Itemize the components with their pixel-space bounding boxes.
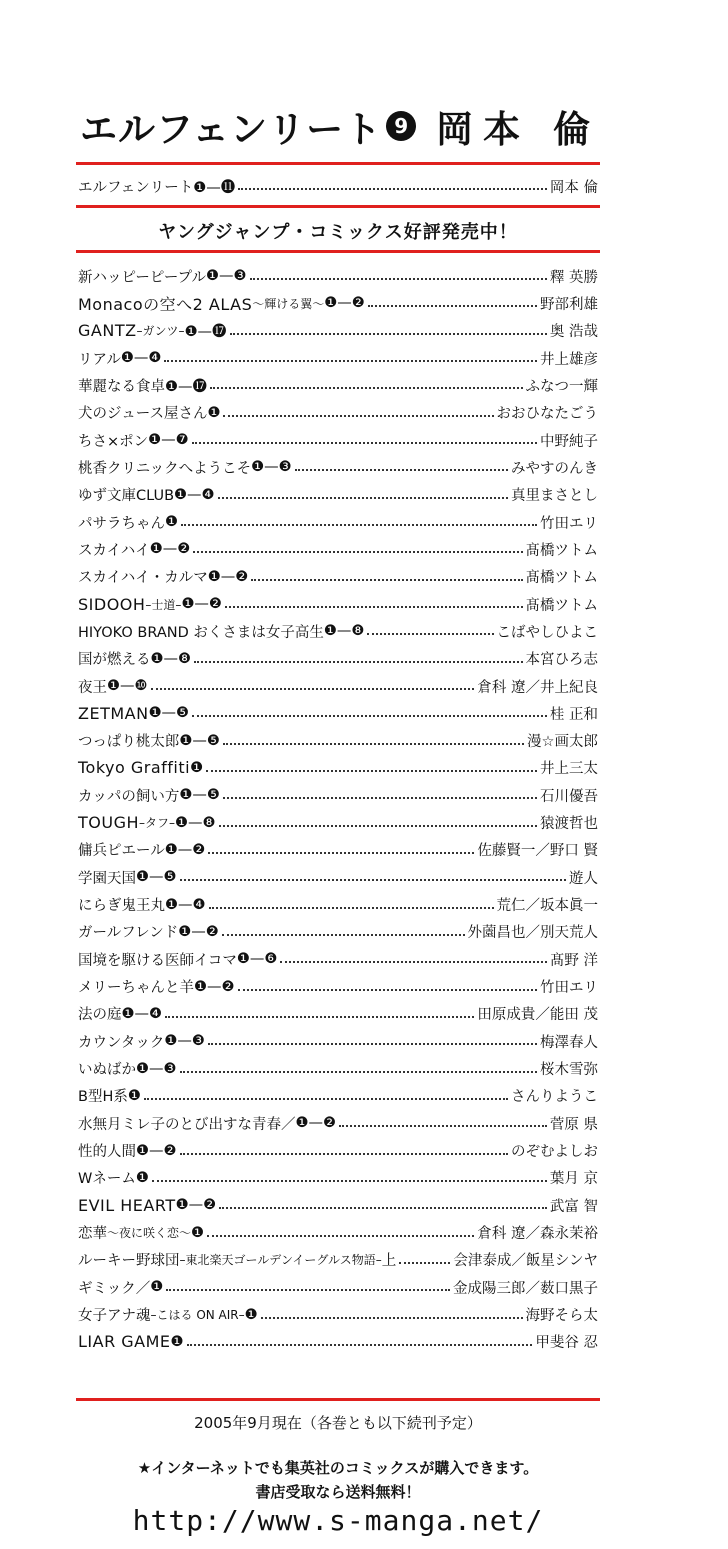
dot-leader	[210, 387, 523, 389]
list-item-title: 学園天国	[78, 870, 136, 887]
list-item-author: 石川優吾	[540, 788, 598, 805]
dot-leader	[222, 934, 465, 936]
list-item-volumes: ❶—❷	[295, 1115, 336, 1132]
series-range: ❶—⓫	[193, 179, 236, 196]
list-item-title: 国が燃える	[78, 652, 151, 669]
list-item-author: 荒仁／坂本眞一	[496, 898, 598, 915]
list-item-volumes: ❶—❽	[150, 650, 191, 667]
dot-leader	[251, 579, 522, 581]
list-item-author: 桂 正和	[549, 706, 598, 723]
list-item	[78, 1057, 598, 1081]
list-item	[78, 483, 598, 507]
list-item	[78, 701, 598, 725]
list-item	[78, 1084, 598, 1108]
list-item-volumes: ❶	[170, 1333, 184, 1350]
list-item	[78, 1330, 598, 1354]
list-item-volumes: ❶—❷	[324, 295, 365, 312]
list-item-volumes: ❶—❹	[165, 896, 206, 913]
list-item-author: 奥 浩哉	[549, 324, 598, 341]
list-item-volumes: ❶—❺	[148, 705, 190, 722]
list-item-author: 甲斐谷 忍	[535, 1335, 598, 1352]
dot-leader	[238, 188, 547, 190]
list-item	[78, 373, 598, 397]
list-item-title: 法の庭	[78, 1007, 122, 1024]
list-item	[78, 319, 598, 343]
dot-leader	[218, 497, 508, 499]
series-title: エルフェンリート	[78, 179, 194, 196]
list-item	[78, 1193, 598, 1217]
list-item-volumes: ❶—❸	[136, 1060, 177, 1077]
list-item-volumes: ❶—❻	[236, 951, 278, 968]
list-item	[78, 975, 598, 999]
list-item-subtitle: –こはる ON AIR–	[150, 1308, 245, 1322]
list-item	[78, 756, 598, 780]
list-item-author: 梅澤春人	[540, 1034, 598, 1051]
list-item-volumes: ❶	[165, 514, 178, 530]
list-item-author: 井上雄彦	[540, 351, 598, 368]
list-item-volumes: ❶—❸	[251, 459, 292, 476]
publisher-banner: ヤングジャンプ・コミックス好評発売中！	[158, 222, 518, 243]
dot-leader	[180, 1153, 509, 1155]
header	[80, 100, 600, 152]
list-item	[78, 1029, 598, 1053]
list-item-author: 桜木雪弥	[540, 1062, 598, 1079]
list-item-title: リアル	[78, 351, 121, 368]
list-item-title: 傭兵ピエール	[78, 843, 165, 860]
list-item-author: 葉月 京	[549, 1171, 598, 1188]
book-author: 岡本 倫	[436, 108, 600, 151]
list-item-title: いぬばか	[78, 1062, 136, 1079]
list-item-volumes: ❶—❹	[120, 350, 162, 366]
list-item-author: のぞむよしお	[511, 1144, 598, 1161]
list-item	[78, 811, 598, 835]
list-item-volumes: ❶—❷	[207, 568, 249, 585]
list-item-volumes: ❶	[135, 1169, 149, 1186]
dot-leader	[339, 1125, 547, 1127]
dot-leader	[193, 551, 522, 553]
dot-leader	[223, 743, 524, 745]
list-item-title: パサラちゃん	[78, 515, 165, 532]
list-item-author: 竹田エリ	[540, 515, 598, 532]
list-item-volumes: ❶—⓱	[165, 378, 207, 395]
list-item-title: Monacoの空へ2 ALAS	[78, 294, 253, 314]
series-rule	[76, 205, 600, 208]
list-item	[78, 865, 598, 889]
list-item-title: EVIL HEART	[78, 1195, 176, 1215]
list-item-title: GANTZ	[78, 321, 137, 341]
dot-leader	[152, 1180, 547, 1182]
list-item	[78, 1166, 598, 1190]
dot-leader	[368, 305, 537, 307]
list-item-author: 菅原 県	[549, 1116, 598, 1133]
list-item-volumes: ❶—⓱	[184, 324, 227, 341]
title-wrap	[80, 99, 416, 153]
list-item	[78, 783, 598, 807]
list-item-title: 女子アナ魂	[78, 1308, 151, 1324]
list-item	[78, 619, 598, 643]
list-item-title: TOUGH	[78, 813, 140, 833]
list-item-volumes: ❶—❷	[175, 1197, 217, 1214]
list-item	[78, 729, 598, 753]
list-item-author: ふなつ一輝	[525, 378, 598, 395]
list-item	[78, 920, 598, 944]
list-item-author: 遊人	[569, 870, 598, 887]
list-item-volumes: ❶—❸	[206, 268, 247, 284]
top-rule	[76, 162, 600, 165]
list-item-title: ギミック／	[78, 1280, 151, 1297]
list-item-title: Tokyo Graffiti	[78, 758, 191, 778]
date-note: 2005年9月現在（各巻とも以下続刊予定）	[194, 1414, 482, 1432]
volume-badge: 9	[386, 111, 416, 141]
list-item-volumes: ❶	[191, 1224, 205, 1241]
list-item-author: 倉科 遼／森永茉裕	[477, 1226, 598, 1242]
list-item	[78, 455, 598, 479]
list-item-volumes: ❶	[150, 1279, 164, 1296]
dot-leader	[207, 1235, 474, 1237]
dot-leader	[261, 1317, 523, 1319]
list-item-author: 髙橋ツトム	[525, 597, 598, 614]
list-item-volumes: ❶—❺	[179, 787, 220, 804]
list-item	[78, 264, 598, 288]
dot-leader	[180, 879, 567, 881]
dot-leader	[192, 715, 547, 717]
list-item	[78, 1111, 598, 1135]
list-item-volumes: ❶—❷	[181, 596, 222, 612]
list-item-volumes: ❶—❸	[164, 1033, 205, 1050]
list-item-author: 猿渡哲也	[540, 816, 598, 833]
dot-leader	[223, 415, 493, 417]
dot-leader	[223, 797, 537, 799]
list-item-title: Wネーム	[78, 1171, 136, 1188]
list-item-volumes: ❶—❽	[175, 814, 216, 831]
list-item	[78, 838, 598, 862]
list-item-author: 髙野 洋	[549, 952, 598, 969]
list-item-volumes: ❶—❽	[323, 623, 365, 640]
dot-leader	[295, 469, 508, 471]
list-item-author: 中野純子	[540, 433, 598, 450]
list-item-author: 髙橋ツトム	[525, 542, 598, 559]
dot-leader	[219, 1207, 547, 1209]
list-item-author: 漫☆画太郎	[527, 734, 598, 751]
list-item-title: つっぱり桃太郎	[78, 734, 180, 751]
list-item-author: 会津泰成／飯星シンヤ	[453, 1253, 598, 1270]
list-item-title: 国境を駆ける医師イコマ	[78, 952, 237, 969]
series-author: 岡本 倫	[549, 179, 598, 196]
list-item-title: にらぎ鬼王丸	[78, 898, 165, 915]
list-item	[78, 1002, 598, 1026]
list-item-title: B型H系	[78, 1089, 128, 1106]
list-item-title: LIAR GAME	[78, 1332, 171, 1352]
list-item-volumes: ❶	[244, 1306, 258, 1323]
dot-leader	[208, 1043, 537, 1045]
list-item-volumes: ❶—❷	[149, 541, 191, 558]
dot-leader	[180, 1071, 538, 1073]
list-item-subtitle: –東北楽天ゴールデンイーグルス物語–	[179, 1253, 382, 1268]
list-item-title: カウンタック	[78, 1034, 165, 1051]
list-item-title: 新ハッピーピープル	[78, 269, 207, 286]
list-item	[78, 947, 598, 971]
dot-leader	[208, 852, 474, 854]
dot-leader	[230, 333, 547, 335]
list-item-title: ZETMAN	[78, 703, 149, 723]
list-item-subtitle: ～夜に咲く恋～	[107, 1226, 192, 1240]
list-item-volumes: ❶—❺	[179, 732, 220, 749]
online-purchase-note	[76, 1456, 600, 1504]
list-item-volumes: ❶—❷	[136, 1142, 177, 1159]
list-item	[78, 291, 598, 315]
list-item	[78, 1221, 598, 1245]
list-item	[78, 1248, 598, 1272]
list-item	[78, 537, 598, 561]
list-item-title: スカイハイ・カルマ	[78, 570, 208, 587]
dot-leader	[194, 661, 523, 663]
dot-leader	[367, 633, 493, 635]
dot-leader	[225, 606, 523, 608]
list-item-author: 竹田エリ	[540, 980, 598, 997]
list-item-author: 金成陽三郎／薮口黒子	[453, 1280, 598, 1297]
list-item-title: 恋華	[78, 1226, 107, 1242]
list-item-volumes: ❶—❹	[121, 1005, 162, 1022]
list-item-volumes: ❶	[190, 759, 204, 776]
dot-leader	[250, 278, 547, 280]
list-item-title: ゆず文庫CLUB	[78, 488, 175, 505]
list-item	[78, 510, 598, 534]
online-purchase-line1: ★インターネットでも集英社のコミックスが購入できます。	[137, 1459, 539, 1477]
list-item	[78, 565, 598, 589]
list-item-title: ちさ×ポン	[78, 433, 149, 450]
series-line	[78, 174, 598, 198]
list-item-author: おおひなたごう	[496, 406, 598, 423]
list-item-author: 井上三太	[540, 761, 598, 778]
book-title: エルフェンリート	[80, 108, 383, 151]
list-item-author: 外薗昌也／別天荒人	[467, 925, 598, 942]
dot-leader	[151, 688, 475, 690]
list-item-volumes: ❶—❺	[136, 869, 177, 886]
list-item-title: 華麗なる食卓	[78, 378, 165, 395]
list-item	[78, 647, 598, 671]
list-item-subtitle: –士道–	[145, 597, 182, 612]
list-item	[78, 1303, 598, 1327]
list-item-author: 野部利雄	[540, 296, 598, 313]
list-item-title: 犬のジュース屋さん	[78, 406, 208, 423]
list-item-author: 武富 智	[549, 1198, 598, 1215]
list-item-author: さんりようこ	[511, 1089, 598, 1106]
list-item-volumes: 上	[381, 1253, 397, 1270]
list-item	[78, 401, 598, 425]
dot-leader	[219, 825, 537, 827]
list-item-author: こばやしひよこ	[496, 624, 598, 641]
list-item	[78, 893, 598, 917]
list-item-subtitle: ～輝ける翼～	[252, 296, 325, 311]
list-item-volumes: ❶—❷	[178, 923, 219, 940]
online-purchase-line2: 書店受取なら送料無料！	[255, 1483, 421, 1501]
list-item-title: 桃香クリニックへようこそ	[78, 460, 252, 477]
list-item-title: 水無月ミレ子のとび出すな青春／	[78, 1116, 296, 1133]
list-item-author: 倉科 遼／井上紀良	[477, 679, 598, 696]
list-item-volumes: ❶—❿	[107, 678, 148, 694]
list-item	[78, 346, 598, 370]
dot-leader	[209, 907, 494, 909]
list-item-volumes: ❶—❷	[164, 841, 206, 858]
dot-leader	[144, 1098, 508, 1100]
dot-leader	[238, 989, 538, 991]
list-item	[78, 1139, 598, 1163]
list-item-author: みやすのんき	[511, 460, 598, 477]
list-item-author: 釋 英勝	[549, 269, 598, 286]
list-item-title: カッパの飼い方	[78, 788, 180, 805]
list-item	[78, 592, 598, 616]
list-item	[78, 1275, 598, 1299]
list-item-author: 髙橋ツトム	[525, 570, 598, 587]
list-item	[78, 428, 598, 452]
list-item-title: 夜王	[78, 679, 107, 696]
list-item-title: SIDOOH	[78, 594, 146, 614]
list-item	[78, 674, 598, 698]
list-item-author: 海野そら太	[525, 1308, 598, 1324]
list-item-author: 真里まさとし	[511, 488, 598, 505]
list-item-author: 佐藤賢一／野口 賢	[477, 843, 598, 860]
list-item-title: 性的人間	[78, 1144, 136, 1161]
list-item-title: ガールフレンド	[78, 925, 179, 942]
dot-leader	[164, 360, 537, 362]
list-item-volumes: ❶—❼	[148, 432, 189, 448]
list-item-title: スカイハイ	[78, 542, 150, 559]
list-bottom-rule	[76, 1398, 600, 1401]
list-item-volumes: ❶—❷	[194, 978, 235, 995]
list-item-volumes: ❶	[207, 404, 221, 421]
list-item-author: 田原成貴／能田 茂	[477, 1007, 598, 1024]
list-top-rule	[76, 250, 600, 253]
dot-leader	[280, 961, 546, 963]
list-item-title: メリーちゃんと羊	[78, 980, 194, 997]
dot-leader	[166, 1289, 450, 1291]
list-item-author: 本宮ひろ志	[525, 652, 598, 669]
dot-leader	[192, 442, 537, 444]
dot-leader	[206, 770, 537, 772]
list-item-title: HIYOKO BRAND おくさまは女子高生	[78, 624, 324, 641]
list-item-title: ルーキー野球団	[78, 1253, 180, 1270]
dot-leader	[399, 1262, 450, 1264]
list-item-subtitle: –ガンツ–	[136, 324, 185, 339]
website-url: http://www.s-manga.net/	[132, 1504, 544, 1537]
dot-leader	[187, 1344, 533, 1346]
list-item-volumes: ❶	[127, 1087, 141, 1104]
dot-leader	[181, 524, 537, 526]
list-item-subtitle: –タフ–	[139, 816, 176, 831]
dot-leader	[165, 1016, 474, 1018]
list-item-volumes: ❶—❹	[174, 486, 215, 503]
